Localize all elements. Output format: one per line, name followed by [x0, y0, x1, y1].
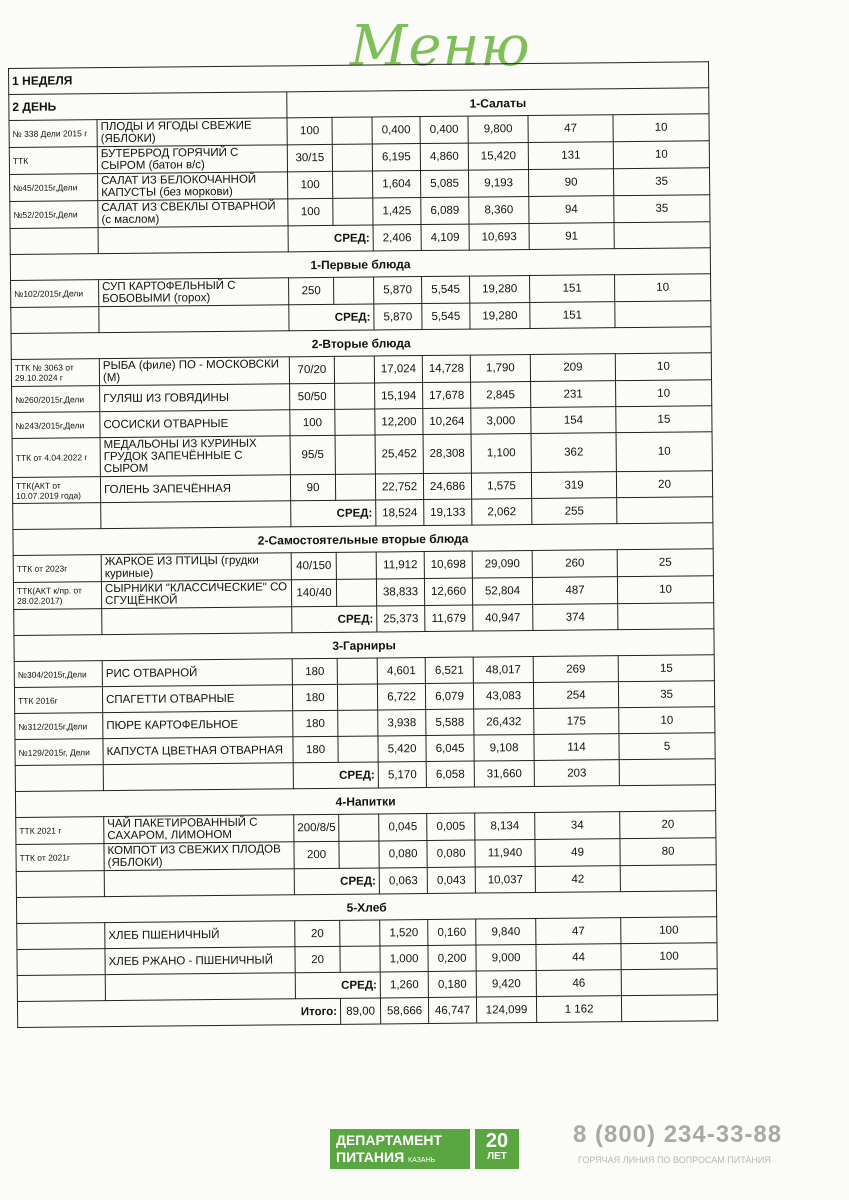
dish-price	[335, 383, 375, 409]
dish-name: САЛАТ ИЗ БЕЛОКОЧАННОЙ КАПУСТЫ (без моркови)	[98, 172, 288, 201]
dish-price	[335, 409, 375, 435]
vitamin-value: 10	[613, 114, 709, 142]
section-title: 3-Гарниры	[14, 629, 714, 662]
average-label: СРЕД:	[292, 606, 377, 633]
protein-value: 1,000	[380, 946, 428, 972]
vitamin-value: 10	[619, 707, 715, 734]
avg-carbs: 31,660	[474, 760, 534, 787]
carbs-value: 9,840	[476, 918, 536, 945]
dish-name: ЖАРКОЕ ИЗ ПТИЦЫ (грудки куриные)	[101, 553, 291, 582]
recipe-code: №243/2015г,Дели	[12, 412, 100, 439]
avg-fat: 6,058	[426, 761, 474, 787]
portion-weight: 100	[287, 117, 332, 144]
portion-weight: 95/5	[290, 435, 335, 474]
dish-name: РИС ОТВАРНОЙ	[102, 659, 292, 687]
carbs-value: 3,000	[471, 407, 531, 434]
spacer-cell	[99, 305, 289, 333]
fat-value: 6,079	[425, 683, 473, 709]
avg-fat: 11,679	[425, 605, 473, 631]
avg-vitamin	[619, 759, 715, 786]
kcal-value: 90	[528, 169, 613, 197]
carbs-value: 9,193	[469, 170, 529, 198]
protein-value: 25,452	[375, 435, 423, 474]
average-label: СРЕД:	[294, 868, 379, 895]
kcal-value: 47	[528, 115, 613, 143]
vitamin-value: 35	[614, 195, 710, 223]
dish-name: ХЛЕБ РЖАНО - ПШЕНИЧНЫЙ	[105, 947, 295, 975]
avg-carbs: 2,062	[472, 498, 532, 525]
dish-name: МЕДАЛЬОНЫ ИЗ КУРИНЫХ ГРУДОК ЗАПЕЧЁННЫЕ С СЫРОМ	[100, 436, 290, 477]
carbs-value: 52,804	[472, 577, 532, 605]
recipe-code: №52/2015г,Дели	[10, 201, 98, 229]
kcal-value: 131	[528, 142, 613, 170]
recipe-code: № 338 Дели 2015 г	[9, 120, 97, 148]
portion-weight: 140/40	[291, 579, 336, 606]
avg-fat: 19,133	[424, 499, 472, 525]
fat-value: 10,264	[423, 408, 471, 434]
vitamin-value: 10	[615, 353, 711, 381]
avg-protein: 1,260	[380, 972, 428, 998]
kcal-value: 151	[530, 275, 615, 303]
carbs-value: 9,800	[468, 116, 528, 144]
avg-protein: 5,170	[378, 762, 426, 788]
anniversary-logo	[475, 1129, 519, 1169]
kcal-value: 209	[530, 354, 615, 382]
total-row	[17, 995, 717, 1028]
kcal-value: 269	[533, 656, 618, 683]
total-label: Итого:	[17, 998, 340, 1027]
avg-protein: 25,373	[377, 606, 425, 632]
fat-value: 6,521	[425, 657, 473, 683]
logo-line2: ПИТАНИЯ	[336, 1149, 405, 1165]
protein-value: 4,601	[377, 658, 425, 684]
dish-price	[334, 277, 374, 304]
carbs-value: 26,432	[474, 708, 534, 735]
recipe-code: №45/2015г,Дели	[10, 174, 98, 202]
vitamin-value: 10	[616, 432, 712, 472]
kcal-value: 44	[536, 944, 621, 971]
spacer-cell	[11, 307, 99, 334]
fat-value: 17,678	[423, 382, 471, 408]
fat-value: 6,089	[421, 197, 469, 224]
recipe-code: №304/2015г,Дели	[14, 661, 102, 688]
dish-name: СОСИСКИ ОТВАРНЫЕ	[100, 410, 290, 438]
vitamin-value: 100	[621, 917, 717, 944]
logo-city: КАЗАНЬ	[408, 1157, 436, 1164]
portion-weight: 70/20	[289, 356, 334, 383]
dish-price	[340, 946, 380, 972]
avg-kcal: 374	[533, 604, 618, 631]
fat-value: 0,005	[427, 813, 475, 840]
dish-name: ХЛЕБ ПШЕНИЧНЫЙ	[105, 921, 295, 949]
spacer-cell	[103, 763, 293, 791]
carbs-value: 2,845	[471, 381, 531, 408]
fat-value: 5,545	[422, 276, 470, 303]
department-logo	[330, 1129, 470, 1169]
protein-value: 1,425	[373, 198, 421, 225]
dish-price	[334, 356, 374, 383]
kcal-value: 254	[533, 682, 618, 709]
dish-name: КАПУСТА ЦВЕТНАЯ ОТВАРНАЯ	[103, 737, 293, 765]
avg-kcal: 46	[536, 970, 621, 997]
portion-weight: 180	[293, 736, 338, 762]
fat-value: 4,860	[420, 143, 468, 170]
hotline-phone[interactable]: 8 (800) 234-33-88	[573, 1121, 783, 1148]
dish-name: ГОЛЕНЬ ЗАПЕЧЁННАЯ	[100, 475, 290, 503]
avg-protein: 2,406	[373, 225, 421, 251]
portion-weight: 100	[288, 171, 333, 198]
vitamin-value: 10	[617, 576, 713, 604]
spacer-cell	[621, 995, 717, 1022]
spacer-cell	[15, 765, 103, 792]
avg-carbs: 10,037	[475, 866, 535, 893]
vitamin-value: 80	[620, 838, 716, 866]
recipe-code: ТТК от 2021г	[16, 844, 104, 872]
spacer-cell	[98, 226, 288, 254]
logo-years-num: 20	[485, 1130, 509, 1152]
dish-price	[336, 579, 376, 606]
carbs-value: 43,083	[473, 682, 533, 709]
carbs-value: 1,575	[471, 472, 531, 499]
fat-value: 5,085	[421, 170, 469, 197]
week-label: 1 НЕДЕЛЯ	[9, 62, 709, 95]
protein-value: 0,045	[379, 814, 427, 841]
avg-vitamin	[618, 603, 714, 630]
dish-price	[336, 552, 376, 579]
dish-price	[335, 474, 375, 500]
fat-value: 0,160	[428, 919, 476, 945]
avg-vitamin	[620, 865, 716, 892]
dish-price	[338, 710, 378, 736]
spacer-cell	[14, 609, 102, 636]
fat-value: 0,200	[428, 945, 476, 971]
protein-value: 38,833	[376, 579, 424, 606]
fat-value: 5,588	[426, 709, 474, 735]
recipe-code: ТТК 2016г	[14, 687, 102, 714]
recipe-code	[17, 923, 105, 950]
spacer-cell	[16, 871, 104, 898]
kcal-value: 114	[534, 734, 619, 761]
protein-value: 22,752	[375, 474, 423, 500]
total-fat: 46,747	[428, 997, 476, 1023]
dish-name: ГУЛЯШ ИЗ ГОВЯДИНЫ	[100, 384, 290, 412]
avg-kcal: 42	[535, 866, 620, 893]
avg-kcal: 91	[529, 223, 614, 250]
dish-price	[335, 435, 375, 474]
section-title: 2-Вторые блюда	[11, 327, 711, 360]
dish-price	[333, 171, 373, 198]
protein-value: 0,400	[372, 117, 420, 144]
kcal-value: 260	[532, 550, 617, 578]
portion-weight: 180	[292, 684, 337, 710]
avg-fat: 5,545	[422, 303, 470, 329]
avg-kcal: 203	[534, 760, 619, 787]
avg-kcal: 151	[530, 302, 615, 329]
logo-years-word: ЛЕТ	[487, 1151, 507, 1162]
dish-price	[332, 144, 372, 171]
kcal-value: 362	[531, 433, 616, 473]
section-title: 2-Самостоятельные вторые блюда	[13, 523, 713, 556]
average-label: СРЕД:	[291, 500, 376, 527]
total-protein: 58,666	[380, 998, 428, 1024]
hotline-caption: ГОРЯЧАЯ ЛИНИЯ ПО ВОПРОСАМ ПИТАНИЯ	[578, 1155, 771, 1165]
dish-name: ПЛОДЫ И ЯГОДЫ СВЕЖИЕ (ЯБЛОКИ)	[97, 118, 287, 147]
protein-value: 5,870	[374, 277, 422, 304]
dish-price	[340, 920, 380, 946]
vitamin-value: 35	[618, 681, 714, 708]
dish-price	[337, 684, 377, 710]
fat-value: 14,728	[422, 355, 470, 382]
kcal-value: 487	[532, 577, 617, 605]
protein-value: 1,520	[380, 920, 428, 946]
dish-row	[12, 432, 712, 478]
vitamin-value: 20	[620, 811, 716, 839]
average-label: СРЕД:	[288, 225, 373, 252]
kcal-value: 47	[536, 918, 621, 945]
fat-value: 6,045	[426, 735, 474, 761]
dish-price	[333, 198, 373, 225]
dish-name: ПЮРЕ КАРТОФЕЛЬНОЕ	[103, 711, 293, 739]
vitamin-value: 15	[616, 406, 712, 433]
recipe-code: ТТК(АКТ от 10.07.2019 года)	[12, 477, 100, 504]
kcal-value: 34	[535, 812, 620, 840]
recipe-code: ТТК от 2023г	[13, 555, 101, 583]
section-title: 1-Первые блюда	[10, 248, 710, 281]
carbs-value: 8,360	[469, 197, 529, 225]
fat-value: 0,400	[420, 116, 468, 143]
recipe-code	[17, 949, 105, 976]
carbs-value: 1,790	[470, 354, 530, 382]
avg-protein: 5,870	[374, 304, 422, 330]
section-title: 1-Салаты	[287, 88, 709, 118]
vitamin-value: 10	[613, 141, 709, 169]
carbs-value: 9,108	[474, 734, 534, 761]
carbs-value: 48,017	[473, 656, 533, 683]
avg-protein: 18,524	[376, 500, 424, 526]
protein-value: 12,200	[375, 409, 423, 435]
spacer-cell	[104, 869, 294, 897]
dish-name: ЧАЙ ПАКЕТИРОВАННЫЙ С САХАРОМ, ЛИМОНОМ	[104, 815, 294, 844]
menu-table	[8, 61, 718, 1028]
portion-weight: 100	[288, 198, 333, 225]
day-label: 2 ДЕНЬ	[9, 92, 287, 121]
recipe-code: ТТК	[9, 147, 97, 175]
kcal-value: 154	[531, 407, 616, 434]
dish-name: САЛАТ ИЗ СВЕКЛЫ ОТВАРНОЙ (с маслом)	[98, 199, 288, 228]
avg-vitamin	[621, 969, 717, 996]
carbs-value: 9,000	[476, 944, 536, 971]
avg-kcal: 255	[532, 498, 617, 525]
vitamin-value: 20	[616, 471, 712, 498]
kcal-value: 319	[531, 472, 616, 499]
protein-value: 17,024	[374, 356, 422, 383]
footer	[0, 1115, 849, 1175]
vitamin-value: 10	[615, 274, 711, 302]
vitamin-value: 5	[619, 733, 715, 760]
protein-value: 15,194	[375, 383, 423, 409]
menu-sheet	[8, 61, 717, 1058]
recipe-code: №102/2015г,Дели	[11, 280, 99, 308]
dish-price	[332, 117, 372, 144]
kcal-value: 175	[534, 708, 619, 735]
portion-weight: 180	[292, 658, 337, 684]
portion-weight: 50/50	[290, 383, 335, 409]
total-carbs: 124,099	[476, 996, 536, 1023]
dish-price	[337, 658, 377, 684]
average-label: СРЕД:	[293, 762, 378, 789]
kcal-value: 49	[535, 839, 620, 867]
vitamin-value: 25	[617, 549, 713, 577]
dish-name: КОМПОТ ИЗ СВЕЖИХ ПЛОДОВ (ЯБЛОКИ)	[104, 842, 294, 871]
spacer-cell	[10, 228, 98, 255]
recipe-code: №260/2015г,Дели	[12, 386, 100, 413]
avg-vitamin	[617, 497, 713, 524]
average-label: СРЕД:	[289, 304, 374, 331]
recipe-code: №129/2015г, Дели	[15, 739, 103, 766]
recipe-code: ТТК № 3063 от 29.10.2024 г	[11, 359, 99, 387]
avg-fat: 4,109	[421, 224, 469, 250]
logo-line1: ДЕПАРТАМЕНТ	[336, 1132, 443, 1148]
protein-value: 5,420	[378, 736, 426, 762]
avg-protein: 0,063	[379, 868, 427, 894]
section-title: 5-Хлеб	[16, 891, 716, 924]
avg-carbs: 40,947	[473, 604, 533, 631]
vitamin-value: 100	[621, 943, 717, 970]
avg-carbs: 19,280	[470, 303, 530, 330]
carbs-value: 15,420	[468, 143, 528, 171]
dish-price	[338, 736, 378, 762]
carbs-value: 19,280	[470, 276, 530, 304]
portion-weight: 40/150	[291, 552, 336, 579]
kcal-value: 231	[531, 381, 616, 408]
recipe-code: ТТК(АКТ к/пр. от 28.02.2017)	[13, 582, 101, 610]
protein-value: 0,080	[379, 841, 427, 868]
portion-weight: 180	[293, 710, 338, 736]
vitamin-value: 10	[616, 380, 712, 407]
dish-price	[339, 814, 379, 841]
dish-price	[339, 841, 379, 868]
dish-name: РЫБА (филе) ПО - МОСКОВСКИ (М)	[99, 357, 289, 386]
carbs-value: 1,100	[471, 433, 531, 473]
portion-weight: 20	[295, 920, 340, 946]
vitamin-value: 35	[613, 168, 709, 196]
recipe-code: ТТК от 4.04.2022 г	[12, 438, 100, 478]
portion-weight: 100	[290, 409, 335, 435]
recipe-code: №312/2015г,Дели	[15, 713, 103, 740]
total-kcal: 1 162	[536, 996, 621, 1023]
dish-name: СПАГЕТТИ ОТВАРНЫЕ	[102, 685, 292, 713]
dish-name: СУП КАРТОФЕЛЬНЫЙ С БОБОВЫМИ (горох)	[99, 278, 289, 307]
protein-value: 11,912	[376, 552, 424, 579]
recipe-code: ТТК 2021 г	[16, 817, 104, 845]
spacer-cell	[102, 607, 292, 635]
kcal-value: 94	[529, 196, 614, 224]
avg-carbs: 10,693	[469, 224, 529, 251]
portion-weight: 90	[290, 474, 335, 500]
protein-value: 3,938	[378, 710, 426, 736]
average-label: СРЕД:	[295, 972, 380, 999]
avg-vitamin	[614, 222, 710, 249]
spacer-cell	[13, 503, 101, 530]
avg-vitamin	[615, 301, 711, 328]
fat-value: 28,308	[423, 434, 471, 473]
fat-value: 0,080	[427, 840, 475, 867]
vitamin-value: 15	[618, 655, 714, 682]
fat-value: 12,660	[424, 578, 472, 605]
portion-weight: 20	[295, 946, 340, 972]
spacer-cell	[101, 501, 291, 529]
fat-value: 24,686	[423, 473, 471, 499]
carbs-value: 11,940	[475, 839, 535, 867]
protein-value: 1,604	[373, 171, 421, 198]
dish-name: БУТЕРБРОД ГОРЯЧИЙ С СЫРОМ (батон в/с)	[97, 145, 287, 174]
page-title: Меню	[350, 14, 531, 79]
portion-weight: 30/15	[287, 144, 332, 171]
avg-fat: 0,180	[428, 971, 476, 997]
portion-weight: 250	[289, 277, 334, 304]
avg-carbs: 9,420	[476, 970, 536, 997]
carbs-value: 29,090	[472, 550, 532, 578]
protein-value: 6,195	[372, 144, 420, 171]
portion-weight: 200/8/5	[294, 814, 339, 841]
protein-value: 6,722	[377, 684, 425, 710]
avg-fat: 0,043	[427, 867, 475, 893]
spacer-cell	[105, 973, 295, 1001]
fat-value: 10,698	[424, 551, 472, 578]
carbs-value: 8,134	[475, 812, 535, 840]
spacer-cell	[17, 975, 105, 1002]
dish-name: СЫРНИКИ "КЛАССИЧЕСКИЕ" СО СГУЩЁНКОЙ	[101, 580, 291, 609]
total-price: 89,00	[340, 998, 380, 1024]
portion-weight: 200	[294, 841, 339, 868]
section-title: 4-Напитки	[15, 785, 715, 818]
